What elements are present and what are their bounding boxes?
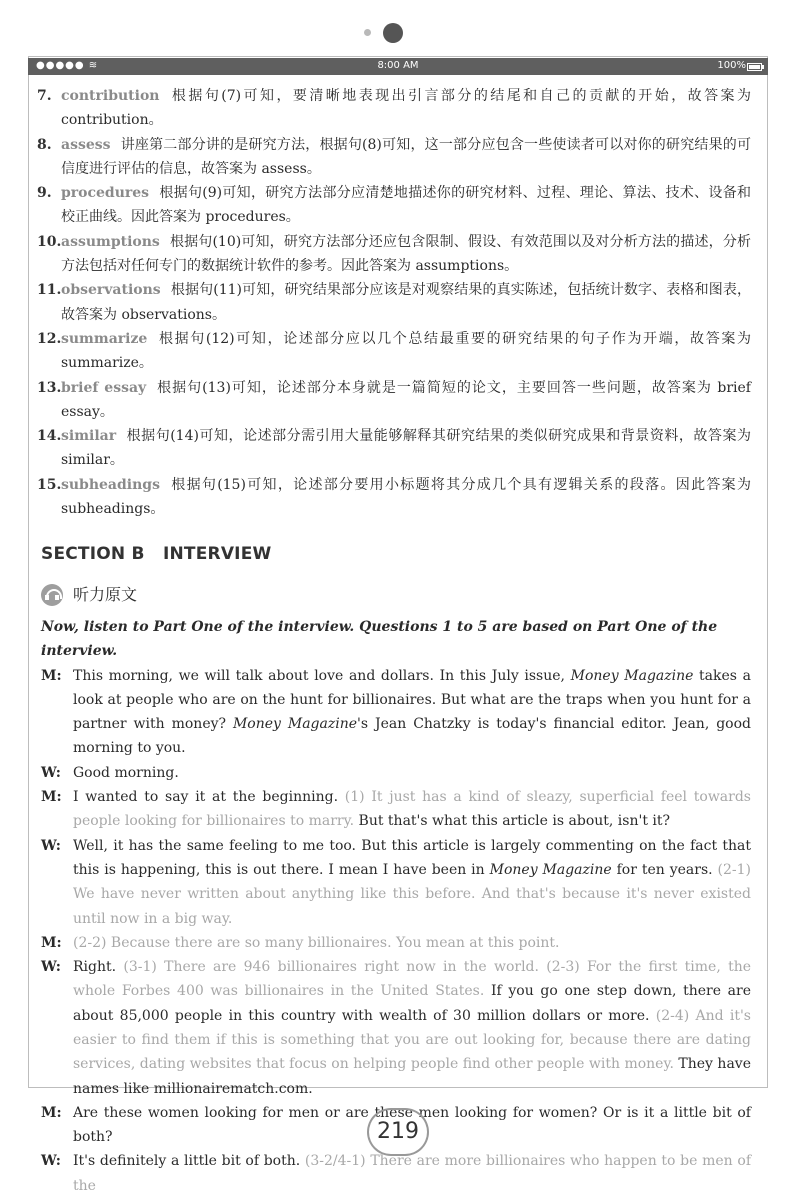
page-number: 219	[365, 1110, 431, 1154]
speaker-label: W:	[41, 837, 61, 854]
instruction-text: Now, listen to Part One of the interview. Questions 1 to 5 are based on Part One of the interview.	[41, 618, 718, 660]
highlighted-answer: (3-2/4-1) There are more billionaires who happen to be men of the	[73, 1153, 751, 1194]
answer-item-13: 13. brief essay 根据句(13)可知，论述部分本身就是一篇简短的论文，主要回答一些问题，故答案为 brief essay。	[37, 379, 751, 420]
highlighted-answer: (2-4) And it's easier to find them if this is something that you are out looking for, because there are dating services, dating websites that focus on helping people find other people with money.	[73, 1007, 751, 1073]
answer-keyword: contribution	[61, 88, 160, 104]
headphone-icon	[41, 584, 63, 606]
speaker-label: W:	[41, 959, 61, 976]
highlighted-answer: (2-1) We have never written about anything like this before. And that's because it's never existed until now in a big way.	[73, 861, 752, 927]
battery-percent: 100%	[717, 60, 746, 71]
answer-explanation: 根据句(14)可知，论述部分需引用大量能够解释其研究结果的类似研究成果和背景资料，故答案为 similar。	[61, 428, 751, 469]
camera-sensor-dot	[364, 29, 371, 36]
answer-item-11: 11. observations 根据句(11)可知，研究结果部分应该是对观察结果的真实陈述，包括统计数字、表格和图表，故答案为 observations。	[37, 282, 751, 323]
status-bar	[28, 58, 768, 75]
dialogue-line: W: It's definitely a little bit of both. (3-2/4-1) There are more billionaires who happen to be men of the	[41, 1149, 751, 1198]
camera-icon	[383, 23, 403, 43]
answer-item-8: 8. assess 讲座第二部分讲的是研究方法，根据句(8)可知，这一部分应包含一些使读者可以对你的研究结果的可信度进行评估的信息，故答案为 assess。	[37, 136, 751, 177]
answer-keyword: observations	[61, 282, 161, 299]
highlighted-answer: (2-2) Because there are so many billionaires. You mean at this point.	[73, 934, 560, 951]
answer-keyword: procedures	[61, 185, 150, 202]
speaker-label: M:	[41, 1104, 62, 1121]
highlighted-answer: (1) It just has a kind of sleazy, superficial feel towards people looking for billionaires to marry.	[73, 789, 751, 830]
answer-keyword: similar	[61, 428, 117, 445]
signal-wifi-icon: ●●●●● ≋	[36, 60, 99, 71]
answer-explanation: 根据句(7)可知，要清晰地表现出引言部分的结尾和自己的贡献的开始，故答案为 contribution。	[61, 88, 751, 129]
section-title: SECTION B INTERVIEW	[41, 544, 272, 565]
answer-explanation: 根据句(13)可知，论述部分本身就是一篇简短的论文，主要回答一些问题，故答案为 brief essay。	[61, 379, 751, 420]
answer-keyword: brief essay	[61, 379, 147, 396]
speaker-label: M:	[41, 789, 62, 806]
listen-heading	[41, 583, 751, 607]
dialogue-line: W: Right. (3-1) There are 946 billionaires right now in the world. (2-3) For the first time, the whole Forbes 400 was billionaires in the United States. If you go one step down, there are about 85,000 people in this country with wealth of 30 million dollars or more. (2-4) And it's easier to find them if this is something that you are out looking for, because there are dating services, dating websites that focus on helping people find other people with money. They have names like millionairematch.com.	[41, 955, 751, 1101]
highlighted-answer: (3-1) There are 946 billionaires right now in the world. (2-3) For the first time, the whole Forbes 400 was billionaires in the United States.	[73, 959, 751, 1000]
answer-item-12: 12. summarize 根据句(12)可知，论述部分应以几个总结最重要的研究结果的句子作为开端，故答案为 summarize。	[37, 330, 751, 372]
answer-explanation: 讲座第二部分讲的是研究方法，根据句(8)可知，这一部分应包含一些使读者可以对你的研究结果的可信度进行评估的信息，故答案为 assess。	[61, 136, 751, 177]
speaker-label: M:	[41, 934, 62, 951]
dialogue-line: W: Well, it has the same feeling to me too. But this article is largely commenting on the fact that this is happening, this is out there. I mean I have been in Money Magazine for ten years. (2-1) We have never written about anything like this before. And that's because it's never existed until now in a big way.	[41, 834, 751, 931]
status-time: 8:00 AM	[377, 60, 419, 71]
dialogue-line: M: I wanted to say it at the beginning. (1) It just has a kind of sleazy, superficial feel towards people looking for billionaires to marry. But that's what this article is about, isn't it?	[41, 785, 751, 834]
answer-item-7: 7. contribution 根据句(7)可知，要清晰地表现出引言部分的结尾和自己的贡献的开始，故答案为 contribution。	[37, 88, 751, 129]
answer-explanation: 根据句(9)可知，研究方法部分应清楚地描述你的研究材料、过程、理论、算法、技术、设备和校正曲线。因此答案为 procedures。	[61, 185, 751, 226]
answer-explanation: 根据句(11)可知，研究结果部分应该是对观察结果的真实陈述，包括统计数字、表格和图表，故答案为 observations。	[61, 282, 751, 323]
speaker-label: W:	[41, 764, 61, 781]
answer-keyword: assess	[61, 136, 111, 153]
dialogue-line: M: Are these women looking for men or are these men looking for women? Or is it a little bit of both?	[41, 1101, 751, 1150]
listen-label: 听力原文	[73, 584, 138, 604]
answer-explanation: 根据句(15)可知，论述部分要用小标题将其分成几个具有逻辑关系的段落。因此答案为 subheadings。	[61, 476, 751, 518]
answer-explanation: 根据句(12)可知，论述部分应以几个总结最重要的研究结果的句子作为开端，故答案为 summarize。	[61, 330, 751, 372]
answer-keyword: assumptions	[61, 233, 160, 250]
answer-item-14: 14. similar 根据句(14)可知，论述部分需引用大量能够解释其研究结果的类似研究成果和背景资料，故答案为 similar。	[37, 428, 751, 469]
speaker-label: W:	[41, 1153, 61, 1170]
dialogue-line	[41, 931, 751, 955]
speaker-label: M:	[41, 667, 62, 684]
page-content	[37, 84, 751, 1198]
answer-explanation: 根据句(10)可知，研究方法部分还应包含限制、假设、有效范围以及对分析方法的描述，分析方法包括对任何专门的数据统计软件的参考。因此答案为 assumptions。	[61, 233, 751, 275]
answer-item-15: 15. subheadings 根据句(15)可知，论述部分要用小标题将其分成几个具有逻辑关系的段落。因此答案为 subheadings。	[37, 476, 751, 518]
answer-item-10: 10. assumptions 根据句(10)可知，研究方法部分还应包含限制、假设、有效范围以及对分析方法的描述，分析方法包括对任何专门的数据统计软件的参考。因此答案为 assumptions。	[37, 233, 751, 275]
answer-keyword: summarize	[61, 330, 148, 347]
answer-item-9: 9. procedures 根据句(9)可知，研究方法部分应清楚地描述你的研究材料、过程、理论、算法、技术、设备和校正曲线。因此答案为 procedures。	[37, 185, 751, 226]
answer-keyword: subheadings	[61, 476, 160, 493]
dialogue-line: M: This morning, we will talk about love and dollars. In this July issue, Money Magazine takes a look at people who are on the hunt for billionaires. But what are the traps when you hunt for a partner with money? Money Magazine's Jean Chatzky is today's financial editor. Jean, good morning to you.	[41, 664, 751, 761]
battery-icon	[747, 63, 762, 71]
dialogue-line: W: Good morning.	[41, 761, 751, 785]
